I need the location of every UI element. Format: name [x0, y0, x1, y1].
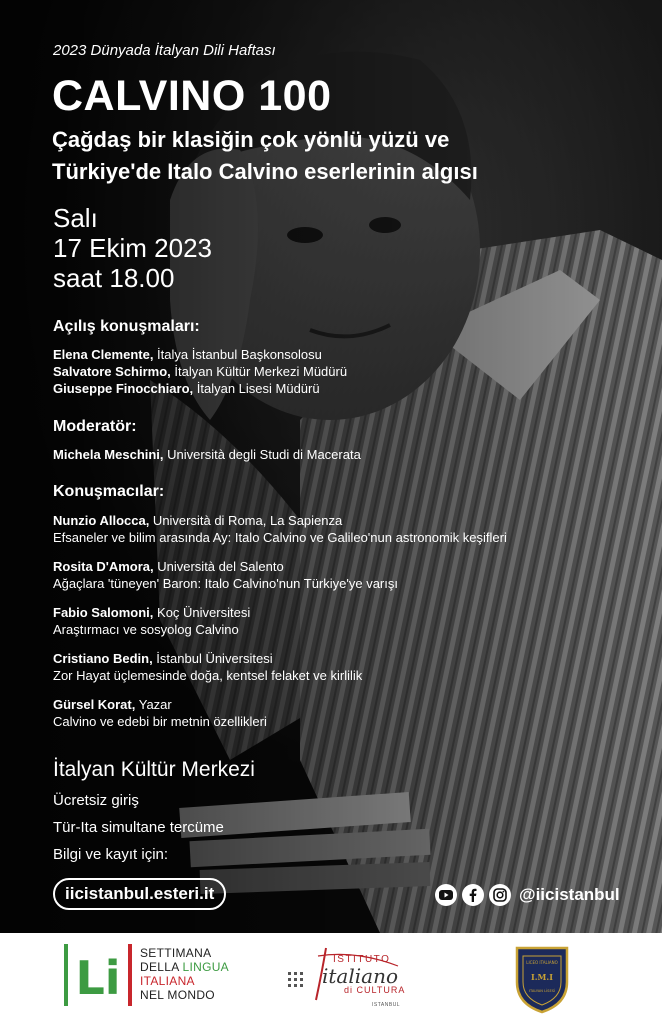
- event-date-time: [53, 203, 212, 293]
- venue-name: İtalyan Kültür Merkezi: [53, 758, 255, 781]
- speakers-list: [53, 512, 507, 742]
- iic-istituto-text: ISTITUTO: [333, 954, 391, 965]
- event-time: saat 18.00: [53, 263, 175, 293]
- translation-note: Tür-Ita simultane tercüme: [53, 819, 224, 836]
- free-entry-note: Ücretsiz giriş: [53, 792, 139, 809]
- youtube-icon[interactable]: [435, 884, 457, 906]
- social-handle[interactable]: @iicistanbul: [519, 885, 620, 904]
- moderator-heading: Moderatör:: [53, 418, 137, 435]
- speaker-topic: Efsaneler ve bilim arasında Ay: Italo Calvino ve Galileo'nun astronomik keşifleri: [53, 530, 507, 545]
- facebook-icon[interactable]: [462, 884, 484, 906]
- speaker-entry: Cristiano Bedin, İstanbul Üniversitesi Zor Hayat üçlemesinde doğa, kentsel felaket ve kirlilik: [53, 650, 507, 684]
- event-day: Salı: [53, 203, 98, 233]
- subtitle-line: Çağdaş bir klasiğin çok yönlü yüzü ve: [52, 127, 450, 152]
- event-date: 17 Ekim 2023: [53, 233, 212, 263]
- lisesi-top-text: LICEO ITALIANO: [526, 960, 558, 965]
- speaker-topic: Araştırmacı ve sosyolog Calvino: [53, 622, 239, 637]
- lisesi-bottom-text: ITALYAN LİSESİ: [528, 989, 556, 993]
- opening-speaker: Giuseppe Finocchiaro, İtalyan Lisesi Müdürü: [53, 381, 320, 396]
- event-subtitle: [52, 124, 478, 188]
- li-logo-text: Li: [75, 951, 121, 1005]
- settimana-lingua-text: SETTIMANA DELLA LINGUA ITALIANA NEL MONDO: [140, 946, 229, 1002]
- speaker-entry: Nunzio Allocca, Università di Roma, La Sapienza Efsaneler ve bilim arasında Ay: Italo Calvino ve Galileo'nun astronomik keşifleri: [53, 513, 507, 545]
- moderator-entry: Michela Meschini, Università degli Studi di Macerata: [53, 447, 361, 462]
- speaker-topic: Zor Hayat üçlemesinde doğa, kentsel felaket ve kirlilik: [53, 668, 363, 683]
- event-series-label: 2023 Dünyada İtalyan Dili Haftası: [53, 42, 276, 59]
- info-registration-label: Bilgi ve kayıt için:: [53, 846, 169, 863]
- speakers-heading: Konuşmacılar:: [53, 483, 165, 500]
- speaker-entry: Gürsel Korat, Yazar Calvino ve edebi bir metnin özellikleri: [53, 696, 507, 730]
- event-title: CALVINO 100: [52, 72, 332, 120]
- settimana-lingua-logo: [64, 944, 132, 1006]
- speaker-topic: Calvino ve edebi bir metnin özellikleri: [53, 714, 267, 729]
- opening-speakers-list: [53, 346, 347, 397]
- iic-city-text: ISTANBUL: [372, 1002, 401, 1008]
- opening-speaker: Salvatore Schirmo, İtalyan Kültür Merkezi Müdürü: [53, 364, 348, 379]
- lisesi-mid-text: I.M.I: [531, 972, 553, 982]
- speaker-topic: Ağaçlara 'tüneyen' Baron: Italo Calvino'nun Türkiye'ye varışı: [53, 576, 398, 591]
- iic-cultura-text: di CULTURA: [344, 985, 406, 995]
- speaker-entry: Rosita D'Amora, Università del Salento Ağaçlara 'tüneyen' Baron: Italo Calvino'nun Türkiye'ye varışı: [53, 558, 507, 592]
- iic-italiano-text: italiano: [322, 964, 398, 988]
- speaker-entry: Fabio Salomoni, Koç Üniversitesi Araştırmacı ve sosyolog Calvino: [53, 604, 507, 638]
- opening-speeches-heading: Açılış konuşmaları:: [53, 318, 200, 335]
- subtitle-line: Türkiye'de Italo Calvino eserlerinin algısı: [52, 159, 478, 184]
- instagram-icon[interactable]: [489, 884, 511, 906]
- opening-speaker: Elena Clemente, İtalya İstanbul Başkonsolosu: [53, 347, 322, 362]
- italyan-lisesi-crest: [513, 944, 571, 1014]
- website-link[interactable]: iicistanbul.esteri.it: [53, 878, 226, 910]
- social-links: [435, 883, 620, 907]
